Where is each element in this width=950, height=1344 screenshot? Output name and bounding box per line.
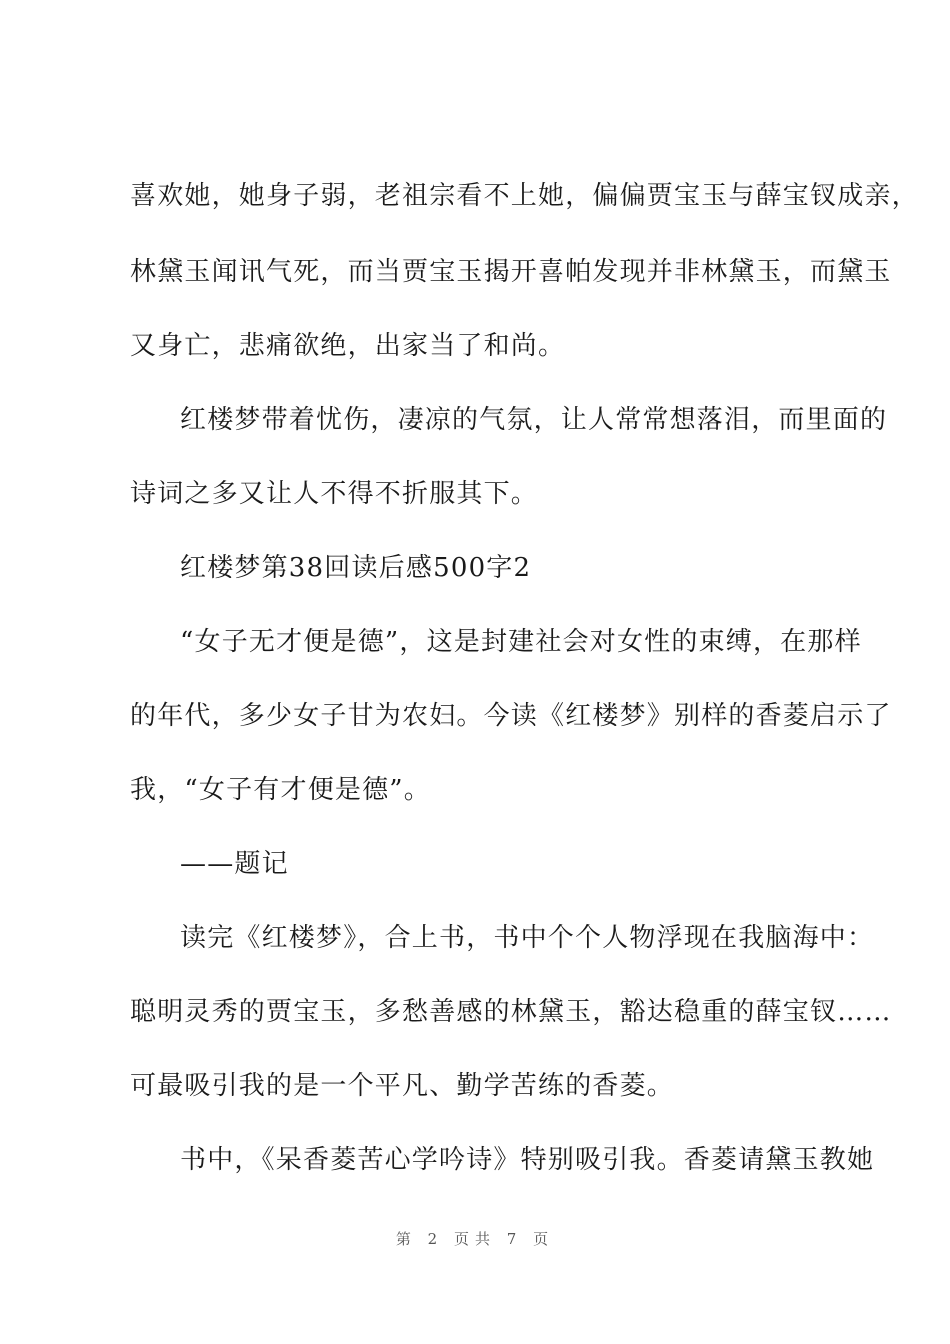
text-line: 的年代，多少女子甘为农妇。今读《红楼梦》别样的香菱启示了 [130, 701, 892, 731]
paragraph-start-line: 书中，《呆香菱苦心学吟诗》特别吸引我。香菱请黛玉教她 [180, 1145, 875, 1175]
text-line: 诗词之多又让人不得不折服其下。 [130, 479, 539, 509]
paragraph-start-line: 读完《红楼梦》，合上书，书中个个人物浮现在我脑海中： [180, 923, 875, 953]
epigraph-label: ——题记 [180, 849, 289, 879]
text-line: 喜欢她，她身子弱，老祖宗看不上她，偏偏贾宝玉与薛宝钗成亲， [130, 181, 919, 211]
text-line: 聪明灵秀的贾宝玉，多愁善感的林黛玉，豁达稳重的薛宝钗…… [130, 997, 892, 1027]
text-line: 可最吸引我的是一个平凡、勤学苦练的香菱。 [130, 1071, 675, 1101]
paragraph-start-line: 红楼梦带着忧伤，凄凉的气氛，让人常常想落泪，而里面的 [180, 405, 888, 435]
text-line: 我，“女子有才便是德”。 [130, 775, 431, 805]
page-footer: 第 2 页共 7 页 [395, 1230, 555, 1248]
text-line: 又身亡，悲痛欲绝，出家当了和尚。 [130, 331, 566, 361]
text-line: 林黛玉闻讯气死，而当贾宝玉揭开喜帕发现并非林黛玉，而黛玉 [130, 257, 892, 287]
section-heading: 红楼梦第38回读后感500字2 [180, 553, 532, 583]
paragraph-start-line: “女子无才便是德”，这是封建社会对女性的束缚，在那样 [180, 627, 862, 657]
